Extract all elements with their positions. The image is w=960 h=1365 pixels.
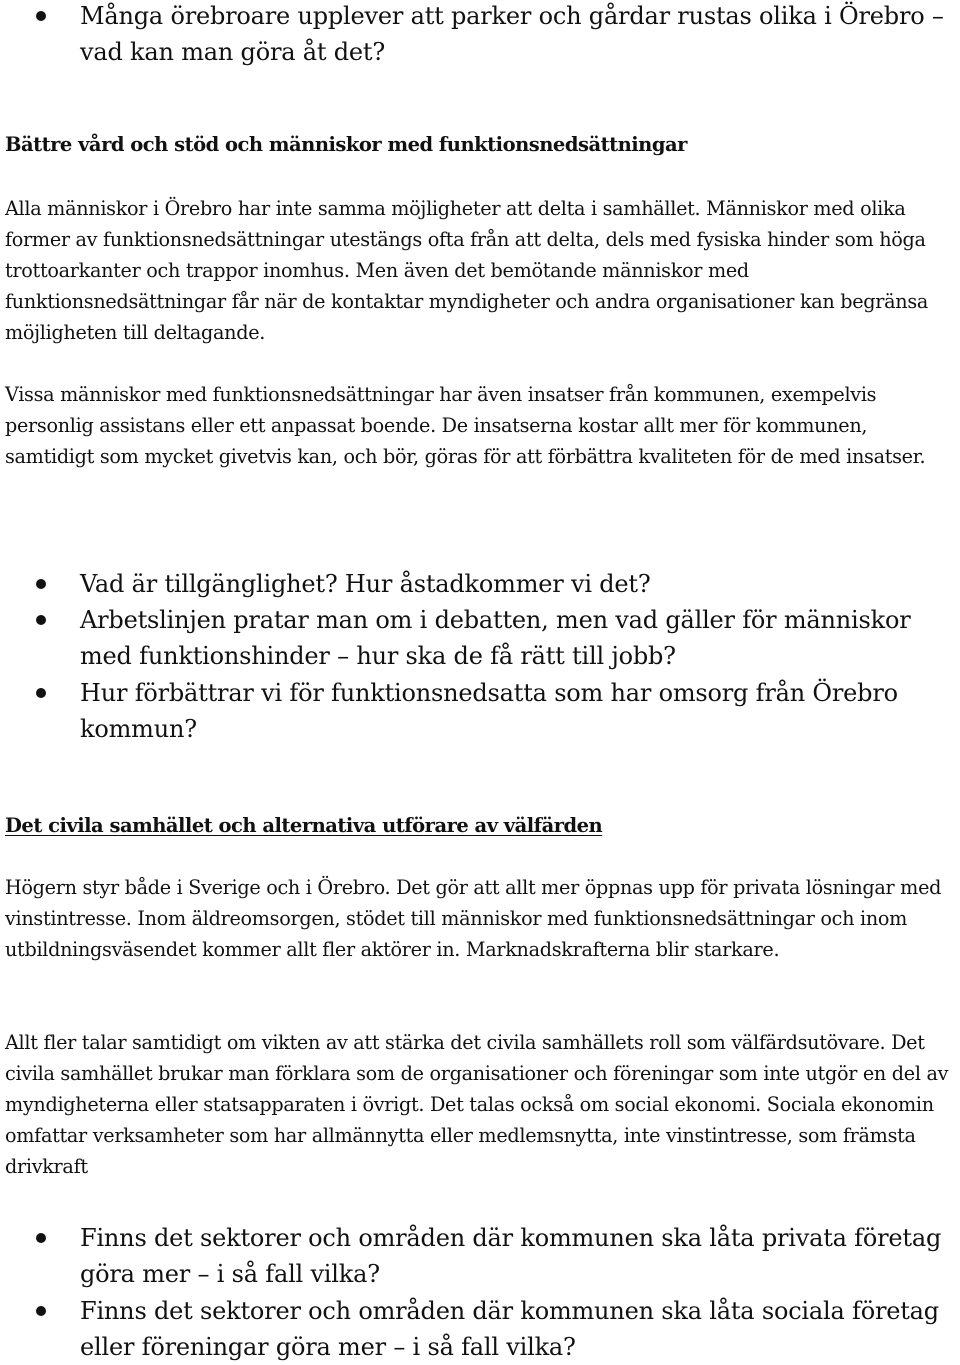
intro-bullet-text: Många örebroare upplever att parker och gårdar rustas olika i Örebro – vad kan man göra åt det? bbox=[80, 2, 944, 66]
paragraph-market-forces: Högern styr både i Sverige och i Örebro. Det gör att allt mer öppnas upp för privata lösningar med vinstintresse. Inom äldreomsorgen, stödet till människor med funktionsnedsättningar och inom utbildningsväsendet kommer allt fler aktörer in. Marknadskrafterna blir starkare. bbox=[5, 876, 942, 961]
bullet-social-enterprises: Finns det sektorer och områden där kommunen ska låta sociala företag eller föreningar göra mer – i så fall vilka? bbox=[80, 1297, 939, 1361]
section-heading-care: Bättre vård och stöd och människor med funktionsnedsättningar bbox=[5, 133, 687, 156]
paragraph-municipal-support: Vissa människor med funktionsnedsättningar har även insatser från kommunen, exempelvis personlig assistans eller ett anpassat boende. De insatserna kostar allt mer för kommunen, samtidigt som mycket givetvis kan, och bör, göras för att förbättra kvaliteten för de med insatser. bbox=[5, 383, 926, 468]
bullet-care-improvement: Hur förbättrar vi för funktionsnedsatta som har omsorg från Örebro kommun? bbox=[80, 679, 898, 743]
bullet-icon bbox=[36, 688, 46, 698]
bullet-icon bbox=[36, 11, 46, 21]
bullet-icon bbox=[36, 1306, 46, 1316]
bullet-icon bbox=[36, 1233, 46, 1243]
paragraph-civil-society: Allt fler talar samtidigt om vikten av att stärka det civila samhällets roll som välfärdsutövare. Det civila samhället brukar man förklara som de organisationer och föreningar som inte utgör en del av myndigheterna eller statsapparaten i övrigt. Det talas också om social ekonomi. Sociala ekonomin omfattar verksamheter som har allmännytta eller medlemsnytta, inte vinstintresse, som främsta drivkraft bbox=[5, 1031, 949, 1178]
bullet-work-line: Arbetslinjen pratar man om i debatten, men vad gäller för människor med funktionshinder – hur ska de få rätt till jobb? bbox=[80, 606, 911, 670]
section-heading-civil-society: Det civila samhället och alternativa utförare av välfärden bbox=[5, 814, 603, 837]
bullet-private-companies: Finns det sektorer och områden där kommunen ska låta privata företag göra mer – i så fall vilka? bbox=[80, 1224, 942, 1288]
bullet-icon bbox=[36, 579, 46, 589]
bullet-accessibility: Vad är tillgänglighet? Hur åstadkommer vi det? bbox=[80, 570, 651, 598]
paragraph-participation: Alla människor i Örebro har inte samma möjligheter att delta i samhället. Människor med olika former av funktionsnedsättningar utestängs ofta från att delta, dels med fysiska hinder som höga trottoarkanter och trappor inomhus. Men även det bemötande människor med funktionsnedsättningar får när de kontaktar myndigheter och andra organisationer kan begränsa möjligheten till deltagande. bbox=[5, 197, 929, 344]
bullet-icon bbox=[36, 615, 46, 625]
